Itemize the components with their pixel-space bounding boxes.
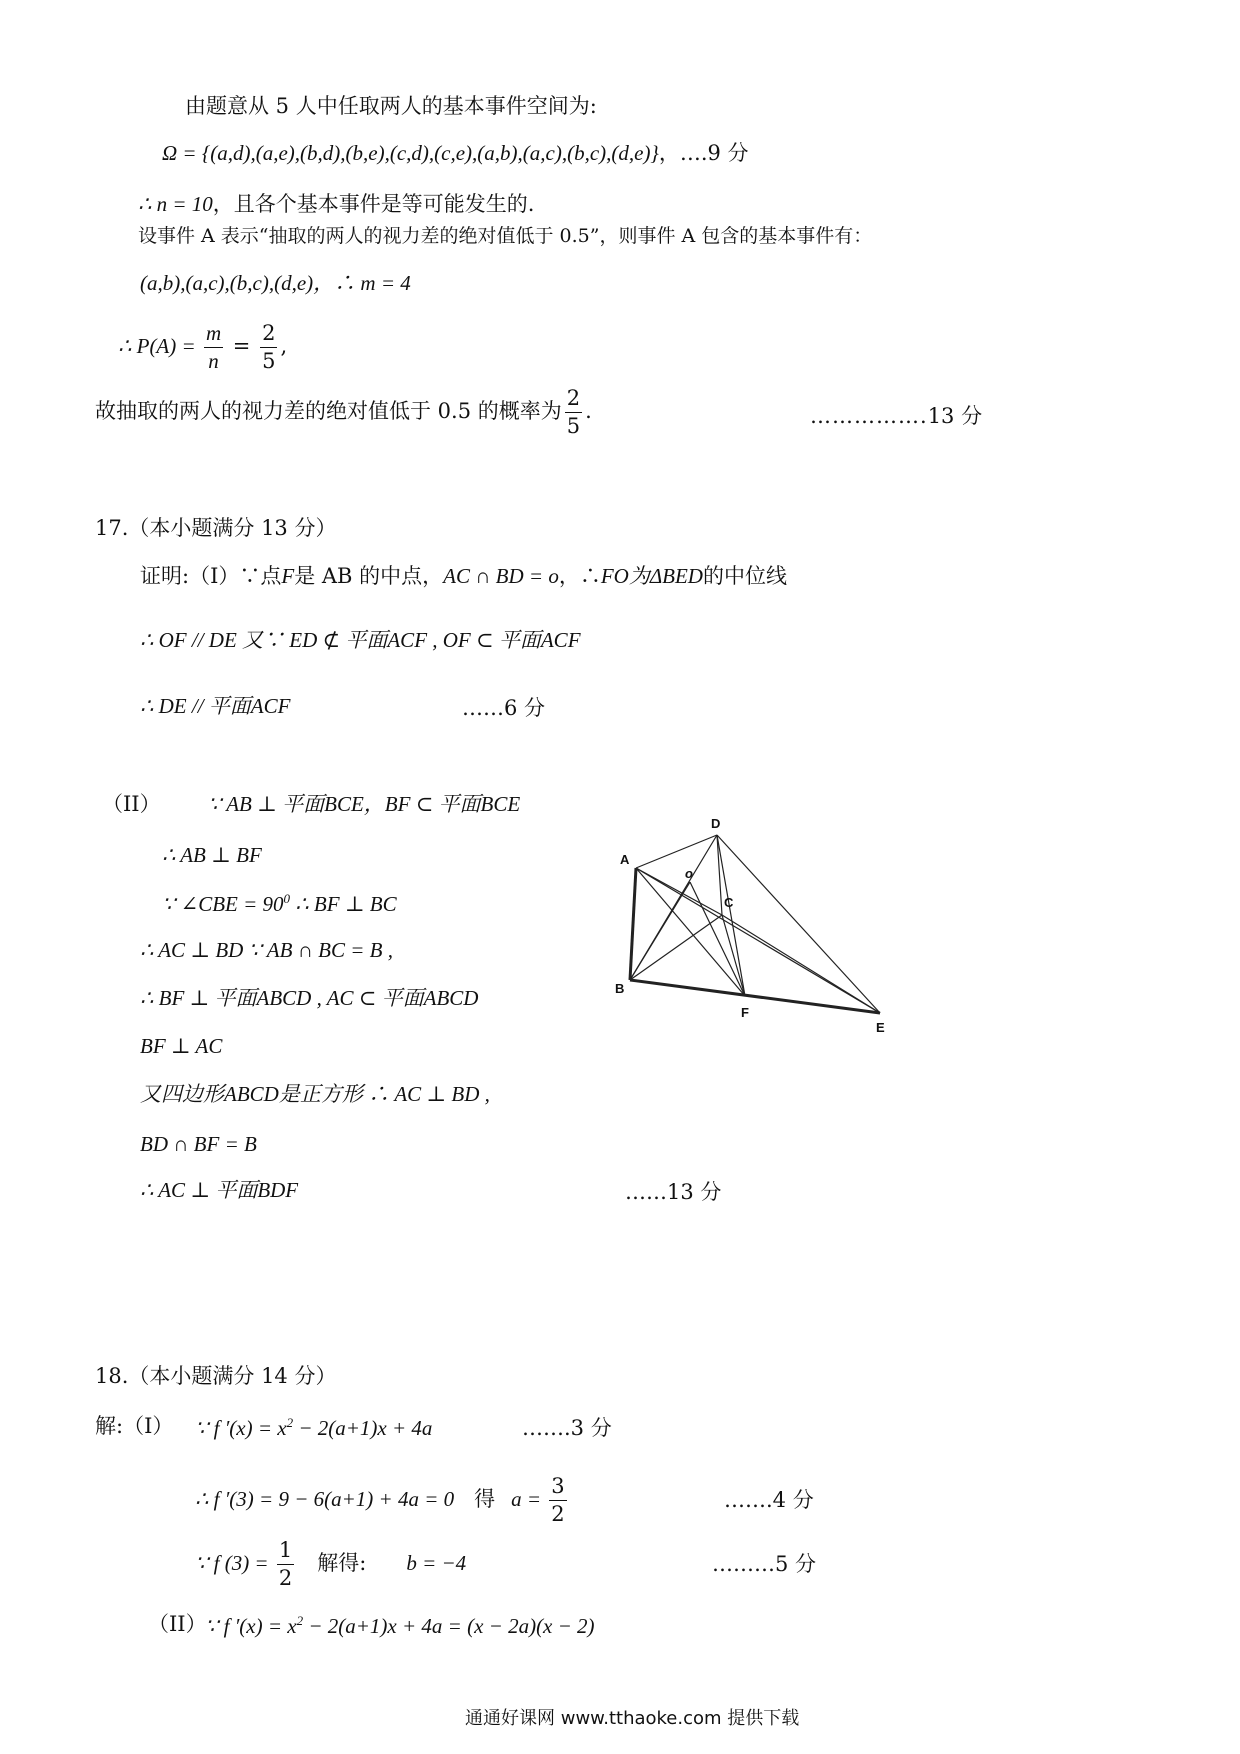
edge-de	[717, 835, 880, 1013]
score-3: …….3 分	[522, 1416, 612, 1440]
score-13-line	[810, 406, 982, 427]
s1-sup: 2	[286, 1415, 294, 1430]
fraction-two-fifths: $\frac{2}{5}$	[262, 321, 276, 373]
score-13: 13 分	[927, 404, 983, 428]
conclusion-text: 故抽取的两人的视力差的绝对值低于 0.5 的概率为	[95, 399, 562, 423]
part-ii-line-4: ∴ AC ⊥ BD ∵ AB ∩ BC = B ,	[140, 938, 393, 962]
score-4: …….4 分	[724, 1488, 814, 1512]
edge-bc	[630, 915, 722, 980]
fraction-one-half: $\frac{1}{2}$	[278, 1538, 293, 1590]
part-ii-label: （II）	[102, 792, 161, 816]
edge-ab	[630, 868, 636, 980]
part-ii-line-9: ∴ AC ⊥ 平面BDF	[140, 1178, 299, 1202]
proof1-c: 是 AB 的中点，	[294, 564, 444, 588]
proof1-b: F	[281, 564, 295, 588]
derivative-at-3-line	[195, 1476, 570, 1525]
proof1-f: FO为ΔBED	[600, 564, 703, 588]
s4-a: ∵ f ′(x) = x	[205, 1614, 297, 1638]
part-ii-line-6: BF ⊥ AC	[140, 1034, 223, 1058]
pyramid-figure	[600, 770, 900, 1060]
part-ii-line-1: ∵ AB ⊥ 平面BCE，BF ⊂ 平面BCE	[208, 792, 521, 816]
factored-derivative-line	[205, 1614, 595, 1637]
sol-label-i: 解:（I）	[95, 1414, 174, 1438]
s3-c: b = −4	[406, 1551, 467, 1575]
prob-eq: =	[226, 334, 258, 358]
proof1-g: 的中位线	[702, 564, 787, 588]
part-ii-line-3	[162, 892, 397, 915]
label-o: o	[685, 866, 693, 881]
edge-ce	[722, 915, 880, 1013]
conclusion-fraction: $\frac{2}{5}$	[566, 386, 581, 438]
problem-17-header: 17.（本小题满分 13 分）	[95, 516, 337, 540]
part-ii-score: ……13 分	[625, 1180, 722, 1204]
event-outcomes: (a,b),(a,c),(b,c),(d,e)	[140, 271, 314, 295]
label-c: C	[724, 895, 734, 910]
s1-b: − 2(a+1)x + 4a	[293, 1416, 433, 1440]
proof1-a: 证明:（I）∵点	[140, 564, 282, 588]
sol-label-ii: （II）	[148, 1612, 207, 1636]
omega-score: ，….9 分	[658, 141, 749, 165]
proof1-e: ，∴	[558, 564, 601, 588]
s3-a: ∵ f (3) =	[195, 1551, 274, 1575]
s1-a: ∵ f ′(x) = x	[195, 1416, 287, 1440]
proof-line-3: ∴ DE // 平面ACF	[140, 694, 291, 718]
page-footer: 通通好课网 www.tthaoke.com 提供下载	[465, 1708, 800, 1729]
edge-af	[636, 868, 745, 996]
label-a: A	[620, 852, 630, 867]
score-dots: …………….	[810, 404, 928, 428]
part-ii-line-8: BD ∩ BF = B	[140, 1132, 257, 1156]
edge-be	[630, 980, 880, 1013]
part-ii-line-5: ∴ BF ⊥ 平面ABCD , AC ⊂ 平面ABCD	[140, 986, 479, 1010]
proof1-d: AC ∩ BD = o	[443, 564, 559, 588]
score-5: ………5 分	[712, 1552, 817, 1576]
n-remark: ，且各个基本事件是等可能发生的.	[212, 192, 535, 216]
sample-space-intro: 由题意从 5 人中任取两人的基本事件空间为:	[185, 94, 597, 118]
event-outcomes-line	[140, 273, 411, 294]
n-count-line	[138, 194, 534, 215]
proof-line-2: ∴ OF // DE 又∵ ED ⊄ 平面ACF , OF ⊂ 平面ACF	[140, 628, 581, 652]
conclusion-tail: .	[585, 399, 592, 423]
s2-c: a =	[511, 1487, 547, 1511]
f3-line	[195, 1540, 466, 1589]
omega-lhs: Ω =	[162, 141, 202, 165]
prob-tail: ,	[280, 334, 288, 358]
part-ii-line-7: 又四边形ABCD是正方形 ∴ AC ⊥ BD ,	[140, 1082, 490, 1106]
derivative-line	[195, 1416, 432, 1439]
sample-space-line	[162, 143, 749, 164]
part-ii-line-2: ∴ AB ⊥ BF	[162, 843, 262, 867]
event-definition: 设事件 A 表示“抽取的两人的视力差的绝对值低于 0.5”，则事件 A 包含的基本事件有：	[138, 225, 873, 247]
fraction-three-halves: $\frac{3}{2}$	[551, 1474, 565, 1526]
label-e: E	[876, 1020, 885, 1035]
ii3-b: ∴ BF ⊥ BC	[290, 892, 397, 916]
s2-a: ∴ f ′(3) = 9 − 6(a+1) + 4a = 0	[195, 1487, 455, 1511]
s3-b: 解得:	[317, 1551, 367, 1575]
problem-18-header: 18.（本小题满分 14 分）	[95, 1364, 337, 1388]
n-equals: ∴ n = 10	[138, 192, 213, 216]
label-d: D	[711, 816, 721, 831]
s4-sup: 2	[296, 1613, 304, 1628]
s2-b: 得	[474, 1487, 496, 1511]
s4-b: − 2(a+1)x + 4a = (x − 2a)(x − 2)	[303, 1614, 595, 1638]
edge-of	[690, 882, 745, 996]
probability-line	[118, 323, 287, 372]
m-equals: ，∴ m = 4	[313, 271, 411, 295]
edge-ae	[636, 868, 880, 1013]
prob-lhs: ∴ P(A) =	[118, 334, 201, 358]
ii3-sup: 0	[283, 891, 291, 906]
fraction-m-over-n: $\frac{m}{n}$	[205, 321, 222, 373]
proof-line-1	[140, 566, 787, 587]
conclusion-line	[95, 388, 592, 437]
edge-ad	[636, 835, 717, 868]
ii3-a: ∵ ∠CBE = 90	[162, 892, 284, 916]
label-b: B	[615, 981, 625, 996]
label-f: F	[741, 1005, 749, 1020]
omega-set: {(a,d),(a,e),(b,d),(b,e),(c,d),(c,e),(a,b),(a,c),(b,c),(d,e)}	[201, 141, 659, 165]
proof-6-score: ……6 分	[462, 696, 546, 720]
